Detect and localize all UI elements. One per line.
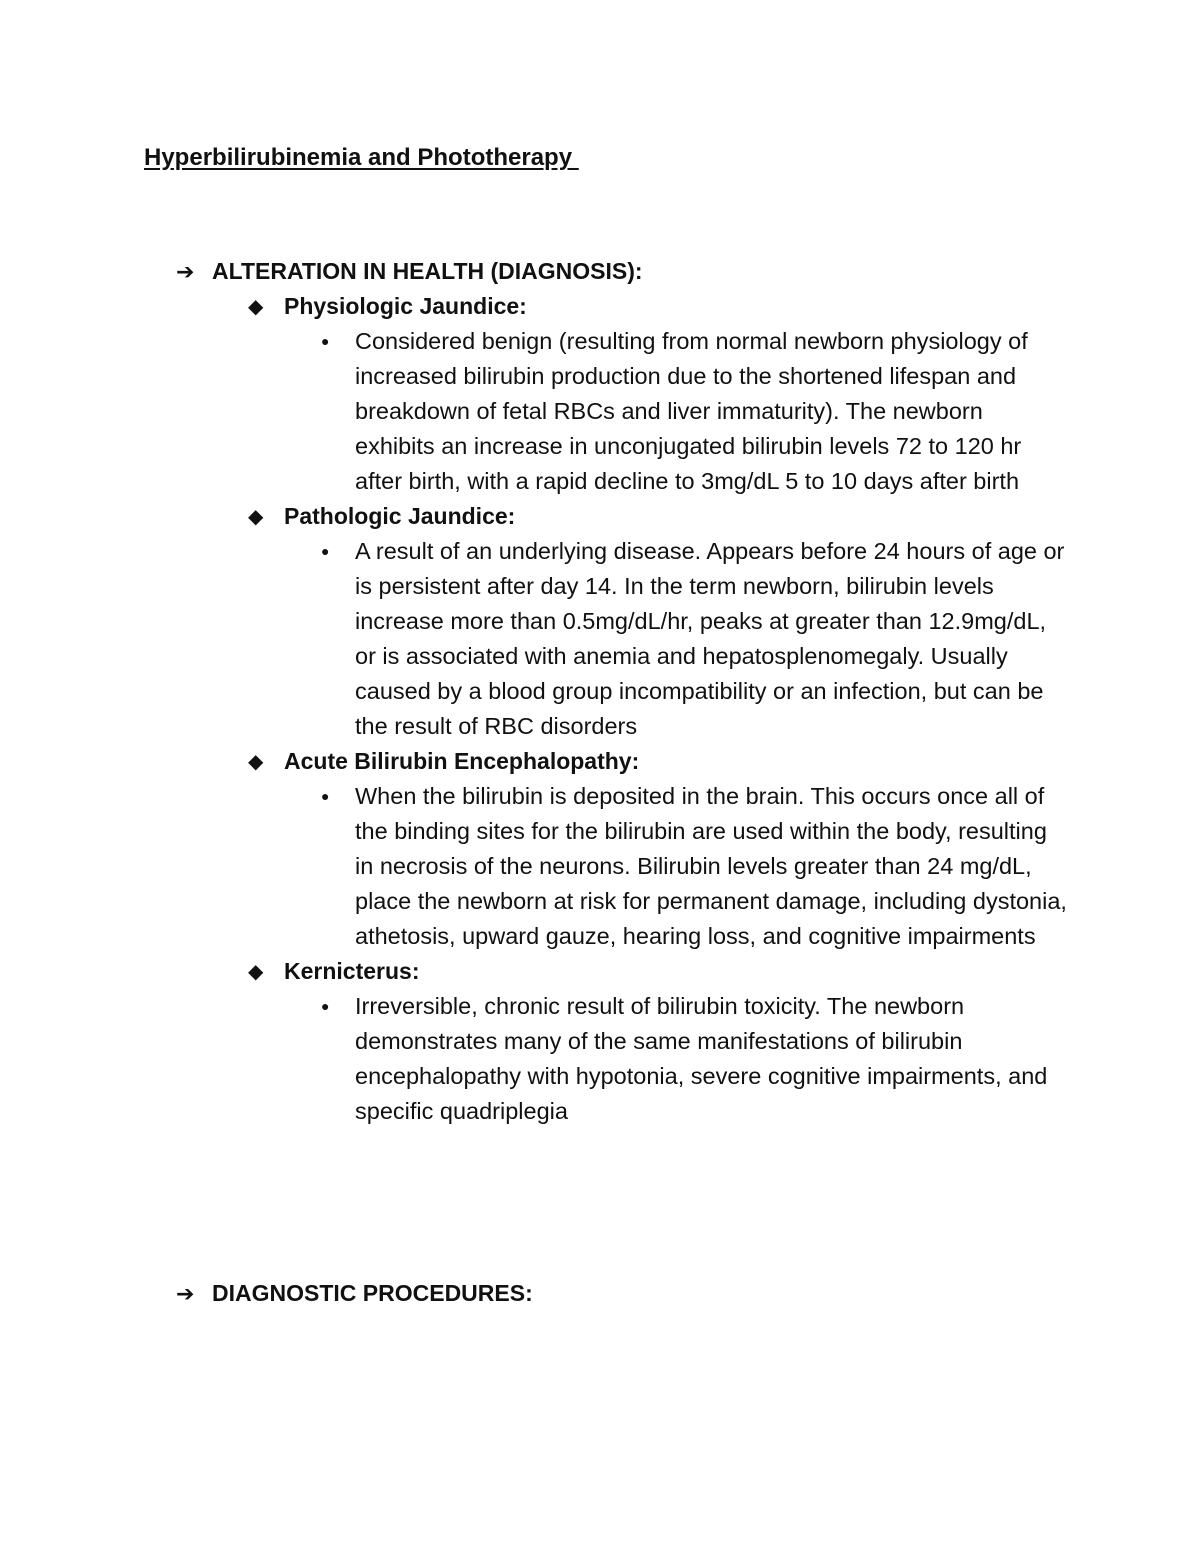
list-item-text: Considered benign (resulting from normal newborn physiology of increased bilirubin production due to the shortened lifespan and breakdown of fetal RBCs and liver immaturity). The newborn exhibits an increase in unconjugated bilirubin levels 72 to 120 hr after birth, with a rapid decline to 3mg/dL 5 to 10 days after birth [355,328,1028,494]
subsection-heading-label: Kernicterus: [284,958,420,984]
section-heading-label: ALTERATION IN HEALTH (DIAGNOSIS): [212,258,643,284]
bullet-dot-icon: ● [321,788,330,804]
subsection-physiologic-jaundice [248,289,1076,499]
list-item-text: Irreversible, chronic result of bilirubin toxicity. The newborn demonstrates many of the same manifestations of bilirubin encephalopathy with hypotonia, severe cognitive impairments, and specific quadriplegia [355,993,1048,1124]
section-heading-label: DIAGNOSTIC PROCEDURES: [212,1280,533,1306]
page-title: Hyperbilirubinemia and Phototherapy [144,144,579,171]
list-item [320,324,1076,499]
list-item [320,989,1076,1129]
arrow-right-icon: ➔ [176,258,195,284]
list-item-text: When the bilirubin is deposited in the brain. This occurs once all of the binding sites for the bilirubin are used within the body, resulting in necrosis of the neurons. Bilirubin levels greater than 24 mg/dL, place the newborn at risk for permanent damage, including dystonia, athetosis, upward gauze, hearing loss, and cognitive impairments [355,783,1067,949]
list-item-text: A result of an underlying disease. Appears before 24 hours of age or is persistent after day 14. In the term newborn, bilirubin levels increase more than 0.5mg/dL/hr, peaks at greater than 12.9mg/dL, or is associated with anemia and hepatosplenomegaly. Usually caused by a blood group incompatibility or an infection, but can be the result of RBC disorders [355,538,1065,739]
bullet-dot-icon: ● [321,333,330,349]
list-item [320,779,1076,954]
subsection-acute-bilirubin-encephalopathy [248,744,1076,954]
subsection-heading [248,499,1076,534]
diamond-icon: ◆ [248,506,264,528]
subsection-heading [248,744,1076,779]
arrow-right-icon: ➔ [176,1280,195,1306]
subsection-heading-label: Acute Bilirubin Encephalopathy: [284,748,640,774]
subsection-kernicterus [248,954,1076,1129]
subsection-heading [248,954,1076,989]
section-heading [176,1276,1076,1311]
section-heading [176,254,1076,289]
subsection-heading [248,289,1076,324]
bullet-dot-icon: ● [321,998,330,1014]
subsection-pathologic-jaundice [248,499,1076,744]
diamond-icon: ◆ [248,961,264,983]
subsection-heading-label: Pathologic Jaundice: [284,503,516,529]
section-alteration-in-health [176,254,1076,1129]
section-diagnostic-procedures [176,1276,1076,1311]
bullet-dot-icon: ● [321,543,330,559]
diamond-icon: ◆ [248,751,264,773]
list-item [320,534,1076,744]
subsection-heading-label: Physiologic Jaundice: [284,293,527,319]
diamond-icon: ◆ [248,296,264,318]
